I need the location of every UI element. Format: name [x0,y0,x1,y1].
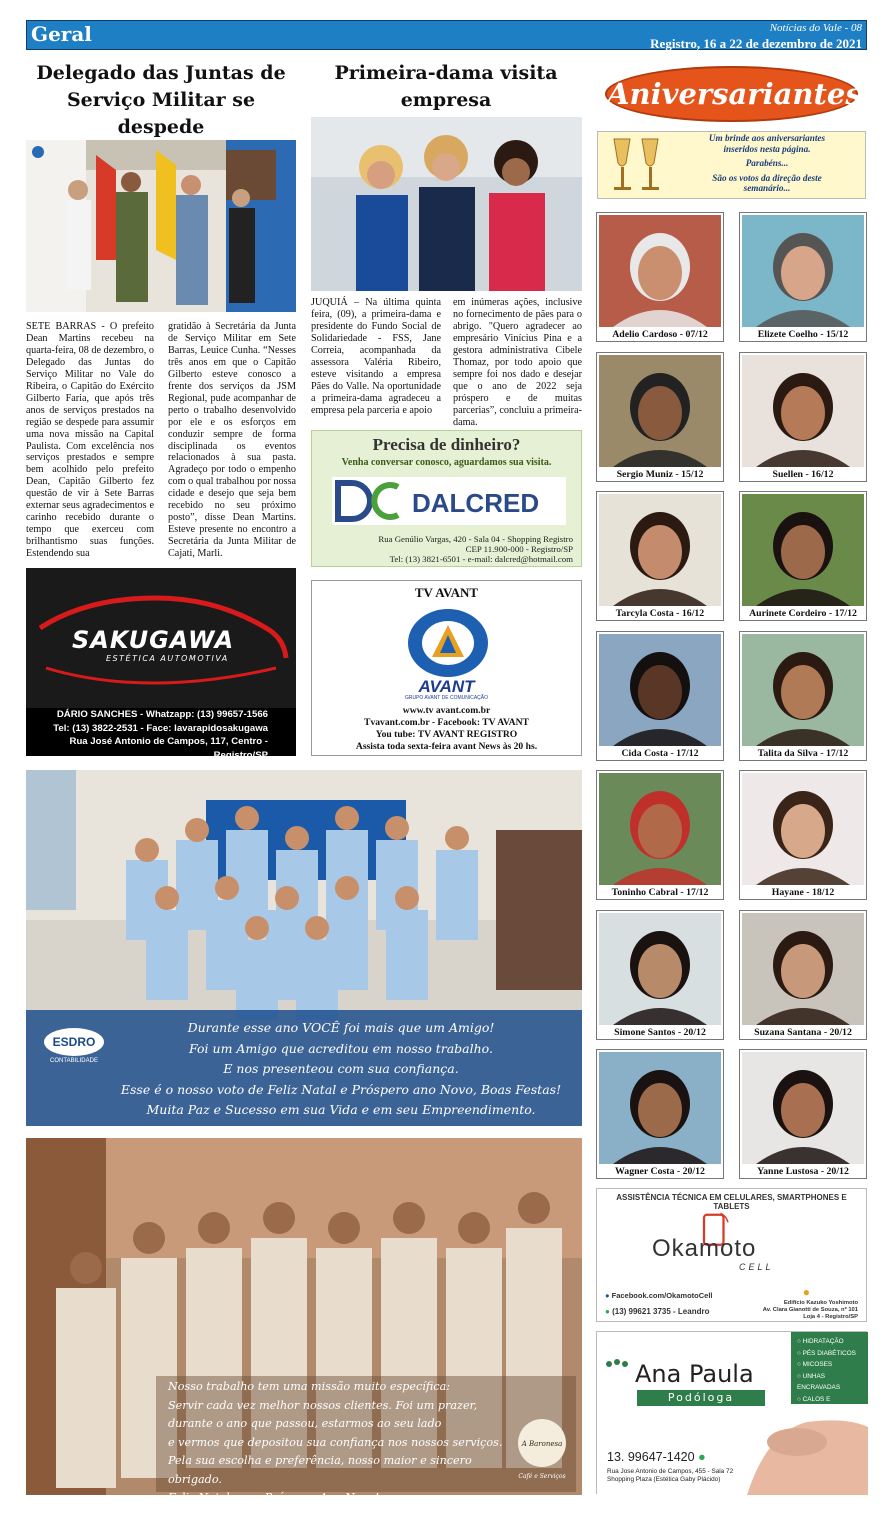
section-title: Geral [31,22,92,46]
okamoto-whatsapp: ● (13) 99621 3735 - Leandro [605,1307,710,1316]
birthday-name: Elizete Coelho - 15/12 [757,329,849,340]
portrait-photo [742,773,864,885]
page-header [26,20,867,50]
birthday-name: Adelio Cardoso - 07/12 [612,329,708,340]
okamoto-services: ASSISTÊNCIA TÉCNICA EM CELULARES, SMARTPHONES E TABLETS [616,1193,847,1211]
dalcred-headline: Precisa de dinheiro? [372,435,521,454]
sakugawa-contact: DÁRIO SANCHES - Whatzapp: (13) 99657-1566 Tel: (13) 3822-2531 - Face: lavarapidosakugawa Rua José Antonio de Campos, 117, Centro - Registro/SP [26,708,296,756]
birthday-name: Hayane - 18/12 [771,887,835,898]
article2-col2: em inúmeras ações, inclusive no fornecimento de pães para o abrigo. "Quero agradecer ao empresário Vinícius Pina e a gestora administrativa Cibele Thomaz, por todo apoio que sempre foi nos dado e desejar que o ano de 2022 seja próspero e de muitas parcerias”, concluiu a primeira-dama. [453,297,582,428]
champagne-glasses-icon [602,133,672,199]
birthday-name: Aurinete Cordeiro - 17/12 [749,608,857,619]
birthday-name: Toninho Cabral - 17/12 [611,887,709,898]
whatsapp-icon: ● [605,1307,610,1316]
article2-title: Primeira-dama visita empresa [334,62,558,111]
birthday-name: Tarcyla Costa - 16/12 [615,608,705,619]
svg-text:A Baronesa: A Baronesa [521,1440,563,1448]
birthday-name: Simone Santos - 20/12 [614,1027,706,1038]
birthday-card [596,910,724,1040]
birthday-card [739,491,867,621]
sakugawa-ad[interactable] [26,568,296,761]
dalcred-address: Rua Genúlio Vargas, 420 - Sala 04 - Shopping Registro CEP 11.900-000 - Registro/SP Tel: (13) 3821-6501 - e-mail: dalcred@hotmail.com [378,534,573,564]
sakugawa-tagline: ESTÉTICA AUTOMOTIVA [106,654,229,663]
esdro-ad[interactable] [26,770,582,1126]
portrait-photo [742,494,864,606]
article1-title: Delegado das Juntas de Serviço Militar se despede [36,62,286,138]
baronesa-message: Nosso trabalho tem uma missão muito específica: Servir cada vez melhor nossos clientes. Foi um prazer, durante o ano que passou, estarmos ao seu lado e vermos que depositou sua confiança nos nossos serviços. Pela sua escolha e preferência, nosso maior e sincero obrigado. Feliz Natal e um Próspero Ano Novo! [168,1380,503,1504]
birthday-card [596,491,724,621]
portrait-photo [599,634,721,746]
location-pin-icon: ● [802,1285,810,1299]
okamoto-brand-sub: CELL [739,1262,774,1272]
portrait-photo [599,215,721,327]
portrait-photo [599,494,721,606]
article2-photo [311,117,582,291]
okamoto-ad[interactable] [596,1188,867,1322]
svg-text:Café e Serviços: Café e Serviços [518,1473,566,1480]
portrait-photo [742,634,864,746]
portrait-photo [599,773,721,885]
dalcred-ad[interactable] [311,430,582,567]
okamoto-brand: Okamoto [652,1235,757,1262]
anapaula-brand: Ana Paula [635,1360,754,1388]
svg-text:DALCRED: DALCRED [412,488,540,518]
birthday-name: Wagner Costa - 20/12 [615,1166,705,1177]
avant-logo-icon [402,607,494,679]
portrait-photo [742,215,864,327]
birthday-card [739,770,867,900]
tvavant-brand: AVANT [418,677,475,696]
sakugawa-brand: SAKUGAWA [72,626,235,654]
dalcred-logo [332,477,566,525]
tvavant-ad[interactable] [311,580,582,756]
birthday-card [739,1049,867,1179]
birthday-card [739,631,867,761]
svg-text:CONTABILIDADE: CONTABILIDADE [50,1058,98,1064]
birthday-name: Talita da Silva - 17/12 [757,748,849,759]
aniversariantes-title: Aniversariantes [605,66,858,122]
birthday-card [596,770,724,900]
portrait-photo [599,913,721,1025]
article1-col2: gratidão à Secretária da Junta de Serviço Militar em Sete Barras, Leuice Cunha. “Nesses três anos em que o Capitão Gilberto esteve conosco a frente dos serviços da JSM Regional, pude acompanhar de perto o trabalho desenvolvido por ele e os esforços em conduzir sempre de forma disciplinada os eventos relacionados à sua pasta. Agradeço por todo o empenho com o qual trabalhou por nossa cidade e desejo que seja bem recebido no seu próximo posto”, disse Dean Martins. Esteve presente no encontro a Secretária da Junta Militar de Cajati, Marli. [168,321,296,560]
article1-col1: SETE BARRAS - O prefeito Dean Martins recebeu na quarta-feira, 08 de dezembro, o Delegado das Juntas do Serviço Militar no Vale do Ribeira, o Capitão do Exército Gilberto Faria, que após três anos de serviços prestados na região se despede para assumir uma nova missão na Capital Paulista. Com excelência nos serviços prestados e sempre bem acolhido pelo prefeito Dean, Capitão Gilberto fez questão de vir à Sete Barras externar seus agradecimentos e carinho recebido durante o tempo que exerceu com brilhantismo suas funções. Estendendo sua [26,321,154,560]
portrait-photo [742,913,864,1025]
birthday-name: Sergio Muniz - 15/12 [616,469,704,480]
tvavant-brand-sub: GRUPO AVANT DE COMUNICAÇÃO [404,695,489,701]
okamoto-address: Edifício Kazuko Yoshimoto Av. Clara Gianotti de Souza, nº 101 Loja 4 - Registro/SP [762,1300,858,1320]
anapaula-phone: 13. 99647-1420 ● [607,1450,706,1464]
toast-text: Um brinde aos aniversariantes inseridos nesta página. Parabéns... São os votos da direção deste semanário... [708,133,826,193]
tvavant-info: www.tv avant.com.br Tvavant.com.br - Facebook: TV AVANT You tube: TV AVANT REGISTRO Assista toda sexta-feira avant News às 20 hs. [355,705,538,752]
whatsapp-icon: ● [698,1450,706,1464]
anapaula-ad[interactable] [596,1331,867,1494]
anapaula-address: Rua Jose Antonio de Campos, 455 - Sala 72 Shopping Plaza (Estética Gaby Plácido) [607,1468,734,1483]
okamoto-facebook: ● Facebook.com/OkamotoCell [605,1291,713,1300]
esdro-message: Durante esse ano VOCÊ foi mais que um Amigo! Foi um Amigo que acreditou em nosso trabalho. E nos presenteou com sua confiança. Esse é o nosso voto de Feliz Natal e Próspero ano Novo, Boas Festas! Muita Paz e Sucesso em sua Vida e em seu Empreendimento. [120,1020,562,1117]
birthday-name: Suellen - 16/12 [772,469,834,480]
svg-text:ESDRO: ESDRO [52,1035,96,1049]
baronesa-ad[interactable] [26,1138,582,1504]
aniversariantes-toast [597,131,866,199]
birthday-card [596,1049,724,1179]
birthday-card [739,212,867,342]
page-number: Notícias do Vale - 08 [769,22,862,34]
dalcred-subline: Venha conversar conosco, aguardamos sua visita. [341,457,552,468]
birthday-name: Cida Costa - 17/12 [621,748,699,759]
portrait-photo [742,355,864,467]
birthday-card [596,631,724,761]
article2-col1: JUQUIÁ – Na última quinta feira, (09), a primeira-dama e presidente do Fundo Social de Solidariedade - FSS, Jane Correia, acompanhada da assessora Valéria Ribeiro, esteve visitando a empresa Pães do Valle. Na oportunidade a primeira-dama agradeceu a empresa pela parceria e apoio [311,297,441,416]
anapaula-sub: Podóloga [637,1390,765,1406]
birthday-name: Suzana Santana - 20/12 [754,1027,852,1038]
portrait-photo [599,1052,721,1164]
tvavant-title: TV AVANT [414,585,479,600]
portrait-photo [599,355,721,467]
birthday-card [739,352,867,482]
birthday-name: Yanne Lustosa - 20/12 [757,1166,849,1177]
facebook-icon: ● [605,1291,610,1300]
article1-photo [26,140,296,312]
anapaula-services: ○ HIDRATAÇÃO ○ PÉS DIABÉTICOS ○ MICOSES ○ UNHAS ENCRAVADAS ○ CALOS E CALOSIDADES [791,1332,868,1404]
issue-date: Registro, 16 a 22 de dezembro de 2021 [650,36,862,51]
footprints-icon [603,1358,633,1378]
portrait-photo [742,1052,864,1164]
birthday-card [739,910,867,1040]
birthday-card [596,212,724,342]
birthday-card [596,352,724,482]
